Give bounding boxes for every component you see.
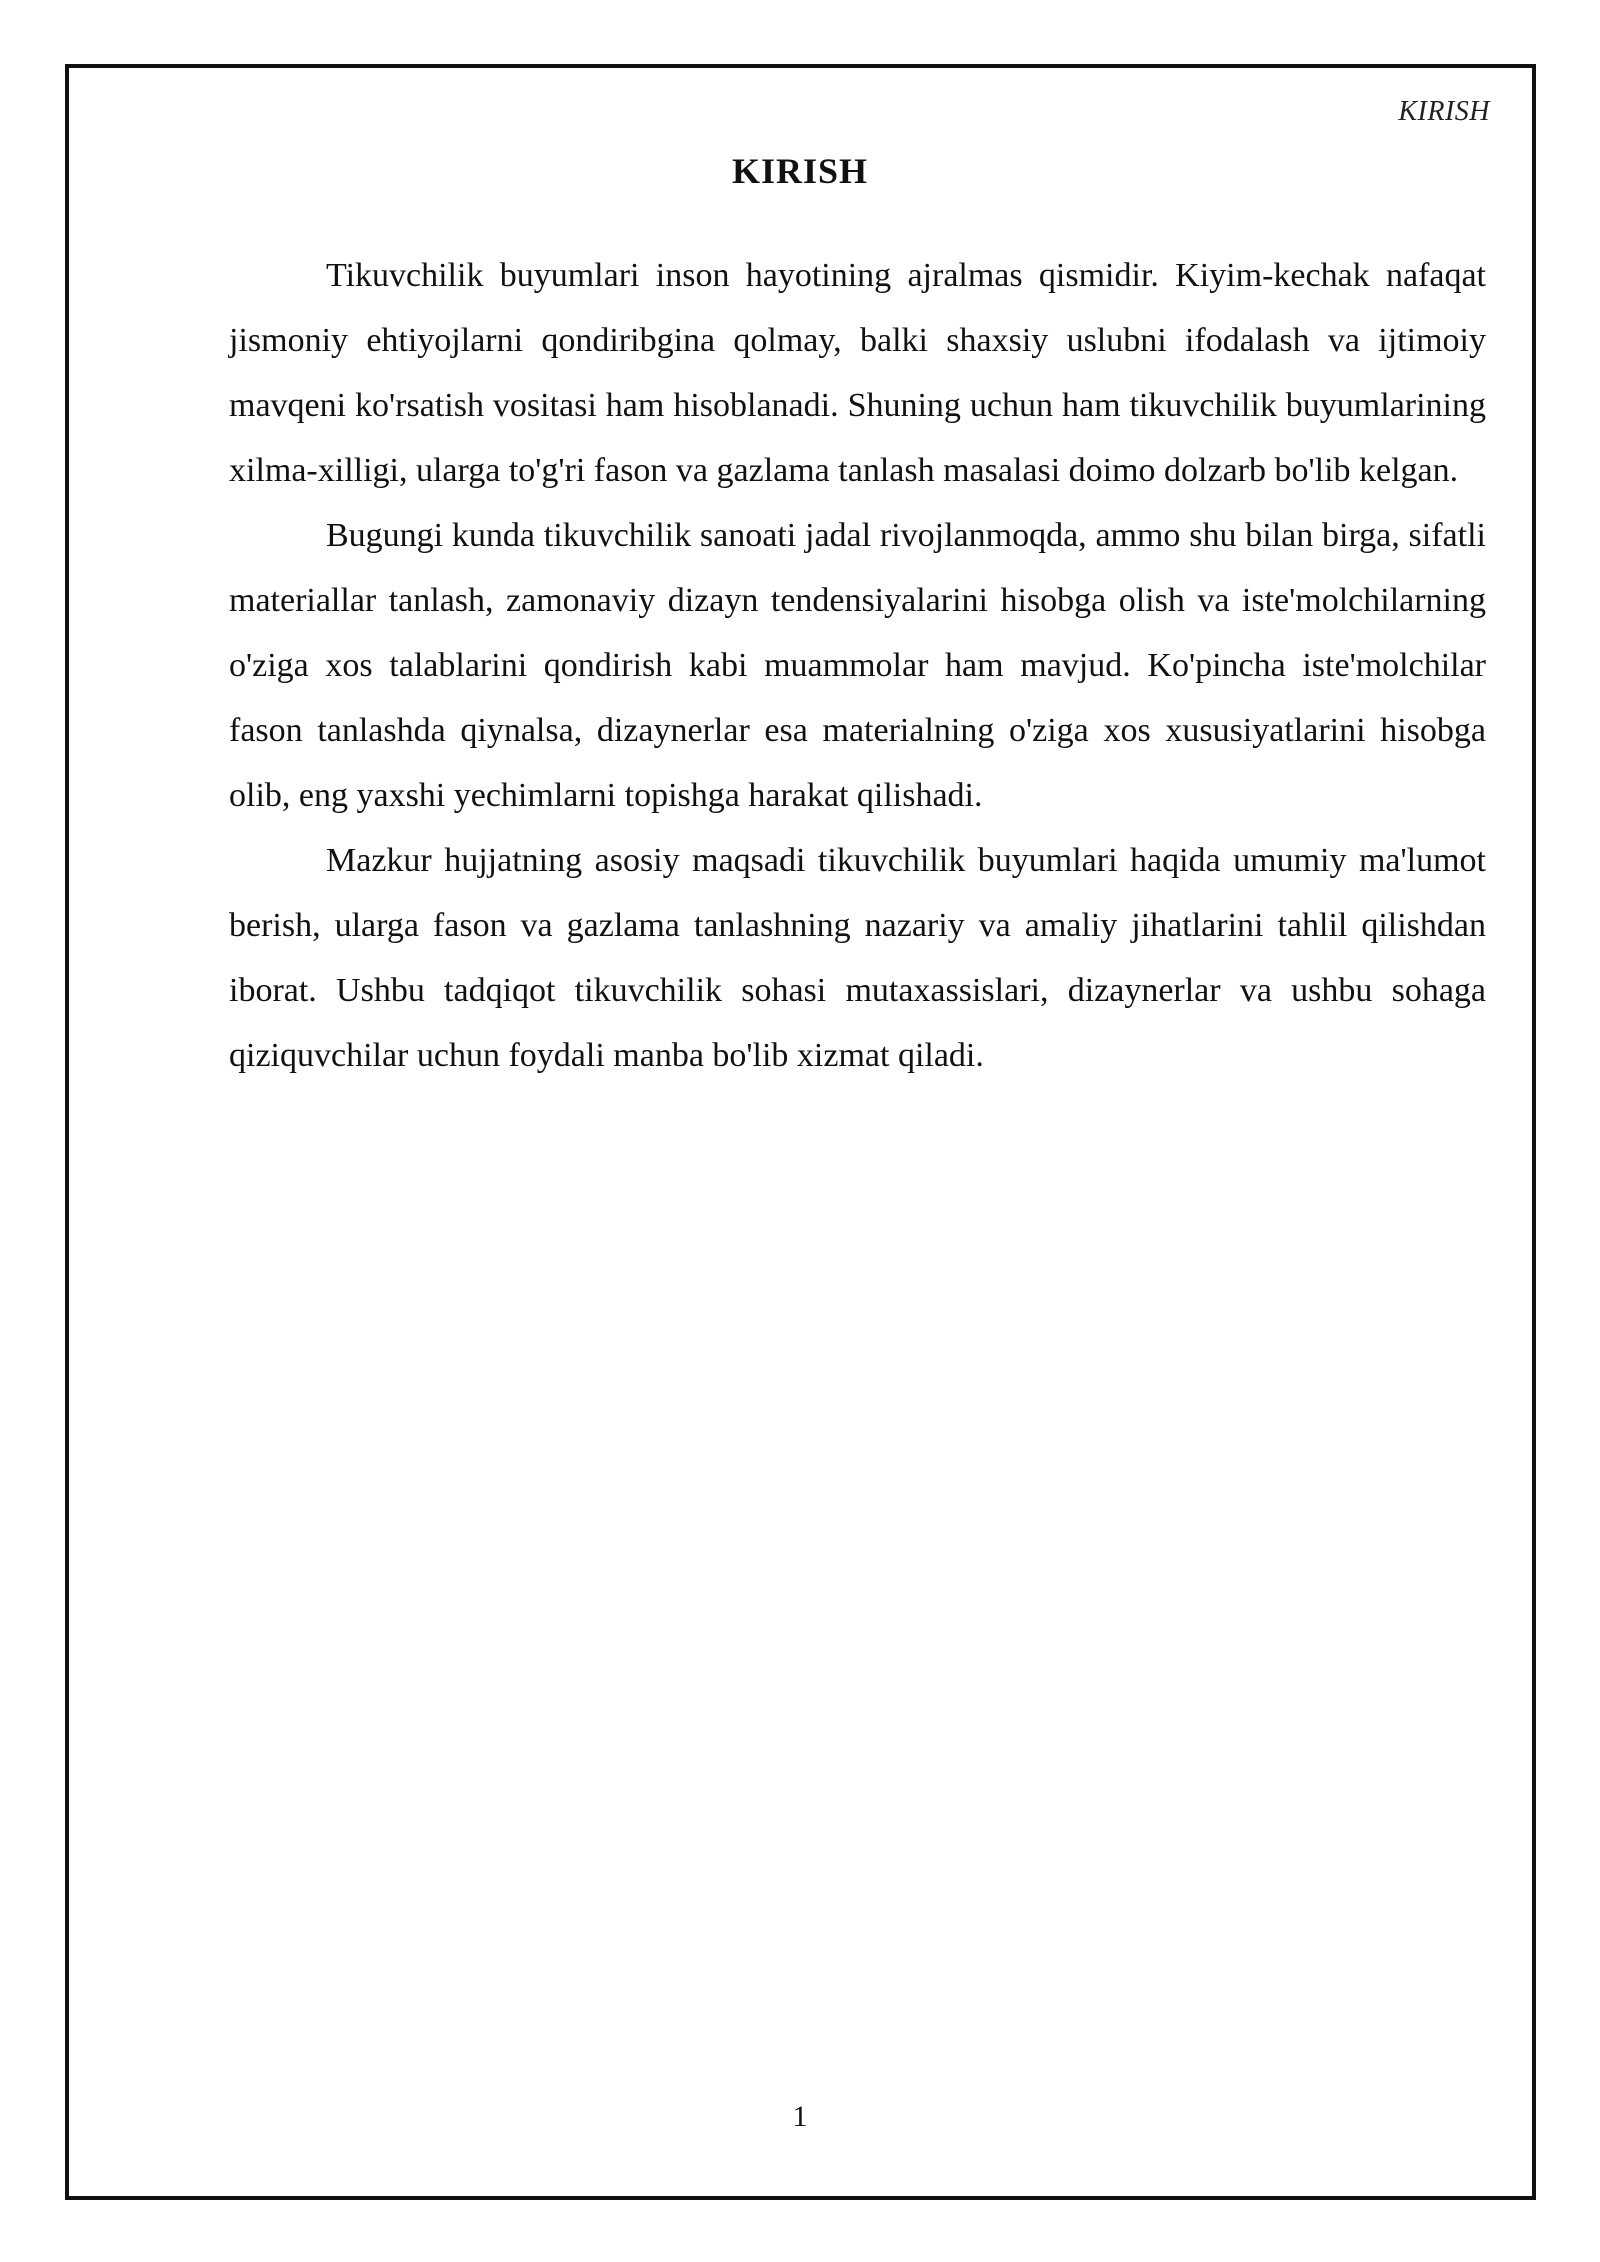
page-number: 1 (792, 2100, 808, 2133)
document-body (229, 243, 1486, 1088)
paragraph: Mazkur hujjatning asosiy maqsadi tikuvchilik buyumlari haqida umumiy ma'lumot berish, ularga fason va gazlama tanlashning nazariy va amaliy jihatlarini tahlil qilishdan iborat. Ushbu tadqiqot tikuvchilik sohasi mutaxassislari, dizaynerlar va ushbu sohaga qiziquvchilar uchun foydali manba bo'lib xizmat qiladi. (229, 842, 1486, 1074)
paragraph: Tikuvchilik buyumlari inson hayotining ajralmas qismidir. Kiyim-kechak nafaqat jismoniy ehtiyojlarni qondiribgina qolmay, balki shaxsiy uslubni ifodalash va ijtimoiy mavqeni ko'rsatish vositasi ham hisoblanadi. Shuning uchun ham tikuvchilik buyumlarining xilma-xilligi, ularga to'g'ri fason va gazlama tanlash masalasi doimo dolzarb bo'lib kelgan. (229, 257, 1486, 489)
paragraph: Bugungi kunda tikuvchilik sanoati jadal rivojlanmoqda, ammo shu bilan birga, sifatli materiallar tanlash, zamonaviy dizayn tendensiyalarini hisobga olish va iste'molchilarning o'ziga xos talablarini qondirish kabi muammolar ham mavjud. Ko'pincha iste'molchilar fason tanlashda qiynalsa, dizaynerlar esa materialning o'ziga xos xususiyatlarini hisobga olib, eng yaxshi yechimlarni topishga harakat qilishadi. (229, 517, 1486, 814)
page-title: KIRISH (731, 151, 869, 191)
running-header: KIRISH (1398, 96, 1490, 127)
